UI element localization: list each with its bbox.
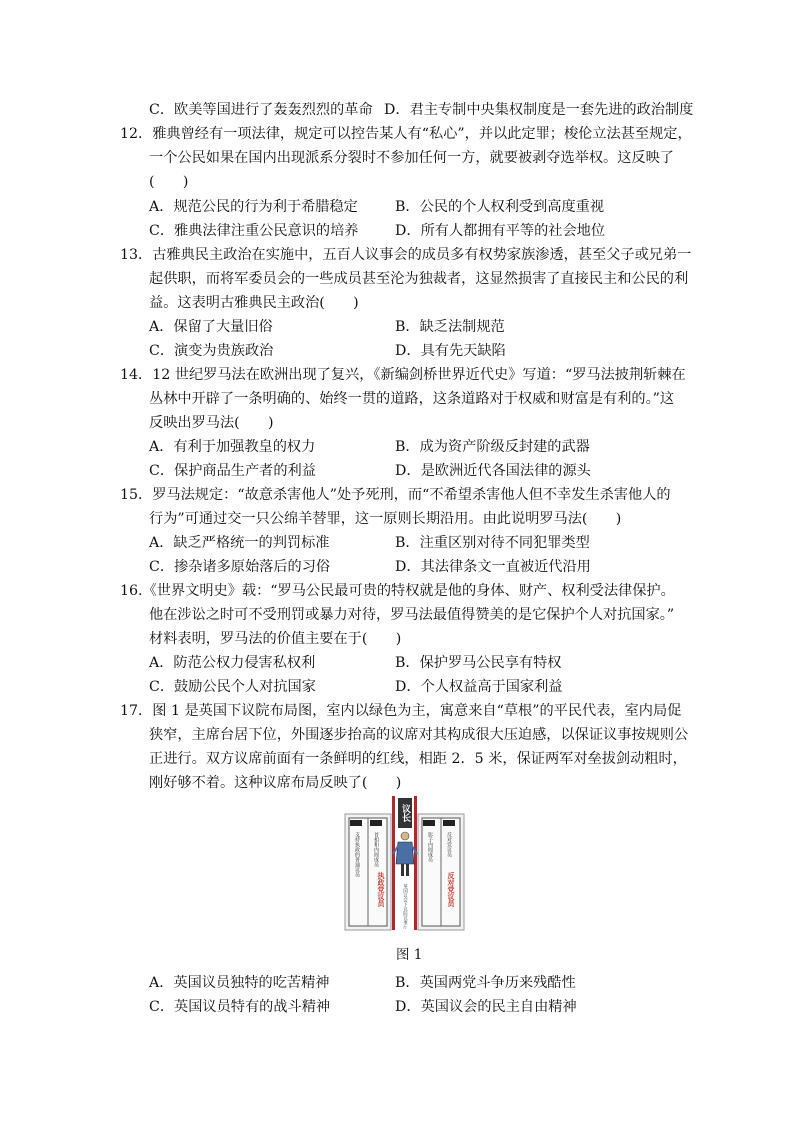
left-tag — [370, 820, 382, 826]
option-c: C．保护商品生产者的利益 — [149, 463, 316, 479]
question-13-line: 13．古雅典民主政治在实施中，五百人议事会的成员多有权势家族渗透，甚至父子或兄弟一 — [120, 247, 692, 263]
option-c: C．欧美等国进行了轰轰烈烈的革命 — [149, 102, 373, 118]
option-d: D．个人权益高于国家利益 — [395, 679, 563, 695]
option-c: C．演变为贵族政治 — [149, 343, 274, 359]
question-16-line: 材料表明，罗马法的价值主要在于( ) — [149, 631, 402, 647]
question-16-line: 他在涉讼之时可不受刑罚或暴力对待，罗马法最值得赞美的是它保护个人对抗国家。” — [149, 607, 675, 623]
right-tag — [423, 820, 435, 826]
option-d: D．君主专制中央集权制度是一套先进的政治制度 — [384, 102, 694, 118]
question-13-line: 起供职，而将军委员会的一些成员甚至沦为独裁者，这显然损害了直接民主和公民的利 — [149, 271, 689, 287]
option-a: A．英国议员独特的吃苦精神 — [149, 975, 330, 991]
option-b: B．公民的个人权利受到高度重视 — [395, 199, 605, 215]
option-c: C．雅典法律注重公民意识的培养 — [149, 223, 359, 239]
left-col2-text: 首相和内阁成员 — [373, 832, 379, 867]
house-of-commons-layout-figure — [343, 792, 466, 933]
question-17-line: 17．图 1 是英国下议院布局图，室内以绿色为主，寓意来自“草根”的平民代表，室内局促 — [120, 703, 682, 719]
option-b: B．成为资产阶级反封建的武器 — [395, 439, 590, 455]
question-12-line: ( ) — [149, 174, 189, 190]
red-line-right — [414, 796, 417, 930]
red-line-left — [392, 796, 395, 930]
option-a: A．保留了大量旧俗 — [149, 319, 273, 335]
option-b: B．英国两党斗争历来残酷性 — [395, 975, 576, 991]
right-tag — [443, 820, 455, 826]
question-14-line: 14．12 世纪罗马法在欧洲出现了复兴，《新编剑桥世界近代史》写道：“罗马法披荆斩棘在 — [120, 367, 686, 383]
left-tag — [350, 820, 362, 826]
question-14-line: 丛林中开辟了一条明确的、始终一贯的道路，这条道路对于权威和财富是有利的。”这 — [149, 391, 675, 407]
figure-caption: 图 1 — [396, 947, 423, 963]
option-b: B．保护罗马公民享有特权 — [395, 655, 562, 671]
right-col2-text: 反对党议员 — [446, 832, 452, 857]
option-d: D．其法律条文一直被近代沿用 — [395, 559, 591, 575]
question-17-line: 正进行。双方议席前面有一条鲜明的红线，相距 2．5 米，保证两军对垒拔剑动粗时， — [149, 751, 687, 767]
option-c: C．掺杂诸多原始落后的习俗 — [149, 559, 331, 575]
option-d: D．是欧洲近代各国法律的源头 — [395, 463, 591, 479]
speaker-label: 议长 — [400, 804, 410, 822]
center-label: 英国议会下议院议事厅 — [402, 884, 408, 929]
option-b: B．缺乏法制规范 — [395, 319, 505, 335]
right-party-label: 反对党议员 — [447, 872, 455, 907]
question-13-line: 益。这表明古雅典民主政治( ) — [149, 295, 359, 311]
question-15-line: 15．罗马法规定：“故意杀害他人”处予死刑，而“不希望杀害他人但不幸发生杀害他人的 — [120, 487, 671, 503]
option-c: C．英国议员特有的战斗精神 — [149, 999, 331, 1015]
option-c: C．鼓励公民个人对抗国家 — [149, 679, 316, 695]
option-a: A．规范公民的行为利于希腊稳定 — [149, 199, 358, 215]
question-16-line: 16.《世界文明史》载：“罗马公民最可贵的特权就是他的身体、财产、权利受法律保护。 — [120, 583, 675, 599]
option-b: B．注重区别对待不同犯罪类型 — [395, 535, 590, 551]
option-a: A．缺乏严格统一的判罚标准 — [149, 535, 330, 551]
right-col1-text: 影子内阁成员 — [427, 832, 433, 862]
left-col1-text: 支持执政的普通议员 — [354, 832, 360, 877]
left-party-label: 执政党议员 — [377, 872, 385, 907]
question-12-line: 一个公民如果在国内出现派系分裂时不参加任何一方，就要被剥夺选举权。这反映了 — [149, 150, 674, 166]
question-17-line: 狭窄，主席台居下位，外围逐步抬高的议席对其构成很大压迫感，以保证议事按规则公 — [149, 727, 689, 743]
question-14-line: 反映出罗马法( ) — [149, 415, 274, 431]
question-12-line: 12．雅典曾经有一项法律，规定可以控告某人有“私心”，并以此定罪；梭伦立法甚至规定， — [120, 126, 692, 142]
option-d: D．具有先天缺陷 — [395, 343, 506, 359]
question-15-line: 行为”可通过交一只公绵羊替罪，这一原则长期沿用。由此说明罗马法( ) — [149, 511, 622, 527]
option-a: A．防范公权力侵害私权利 — [149, 655, 316, 671]
option-d: D．英国议会的民主自由精神 — [395, 999, 577, 1015]
option-d: D．所有人都拥有平等的社会地位 — [395, 223, 606, 239]
question-17-line: 刚好够不着。这种议席布局反映了( ) — [149, 775, 402, 791]
option-a: A．有利于加强教皇的权力 — [149, 439, 316, 455]
